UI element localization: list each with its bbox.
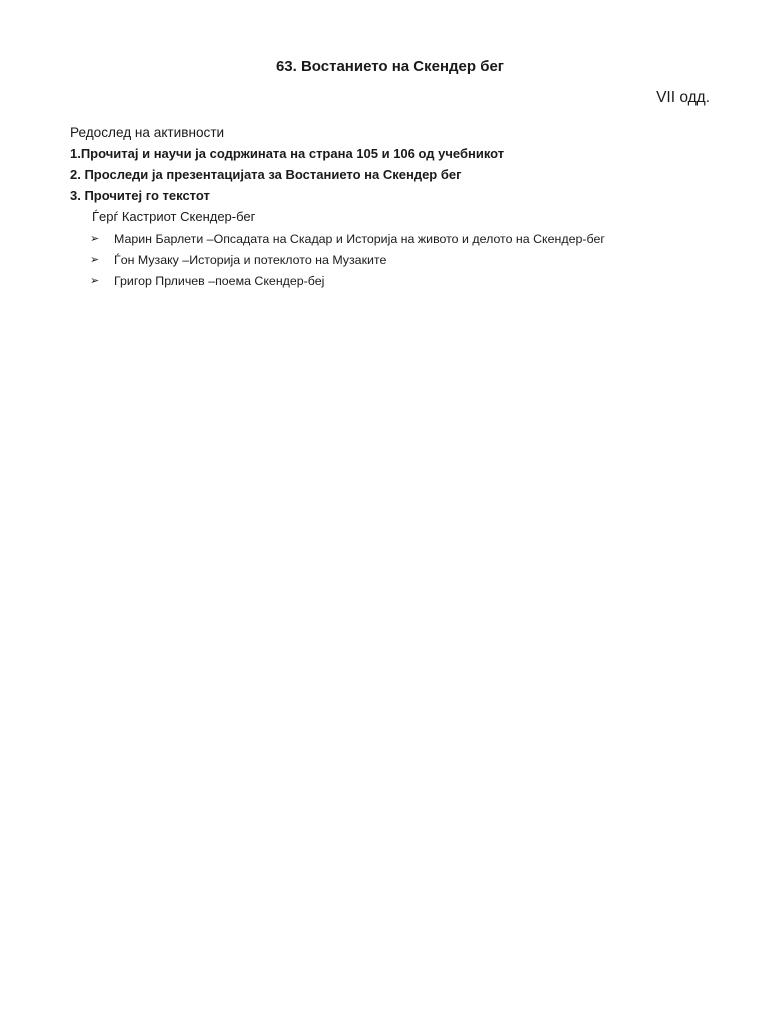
grade-label: VII одд. [656, 89, 710, 106]
reference-text: Марин Барлети –Опсадата на Скадар и Историја на живото и делото на Скендер-бег [114, 232, 605, 246]
task-item: 2. Проследи ја презентацијата за Востанието на Скендер бег [70, 167, 462, 182]
task-item: 3. Прочитеј го текстот [70, 188, 210, 203]
arrow-bullet-icon: ➢ [90, 233, 100, 245]
document-title: 63. Востанието на Скендер бег [275, 58, 505, 75]
reference-text: Ѓон Музаку –Историја и потеклото на Музаките [114, 253, 387, 267]
reference-item [90, 250, 710, 271]
reference-text: Григор Прличев –поема Скендер-беј [114, 274, 325, 288]
text-heading: Ѓерѓ Кастриот Скендер-бег [92, 209, 256, 224]
arrow-bullet-icon: ➢ [90, 275, 100, 287]
activities-heading: Редослед на активности [70, 125, 225, 140]
arrow-bullet-icon: ➢ [90, 254, 100, 266]
document-page [70, 52, 710, 292]
reference-list [90, 229, 710, 292]
task-item: 1.Прочитај и научи ја содржината на страна 105 и 106 од учебникот [70, 146, 505, 161]
reference-item [90, 271, 710, 292]
reference-item [90, 229, 710, 250]
